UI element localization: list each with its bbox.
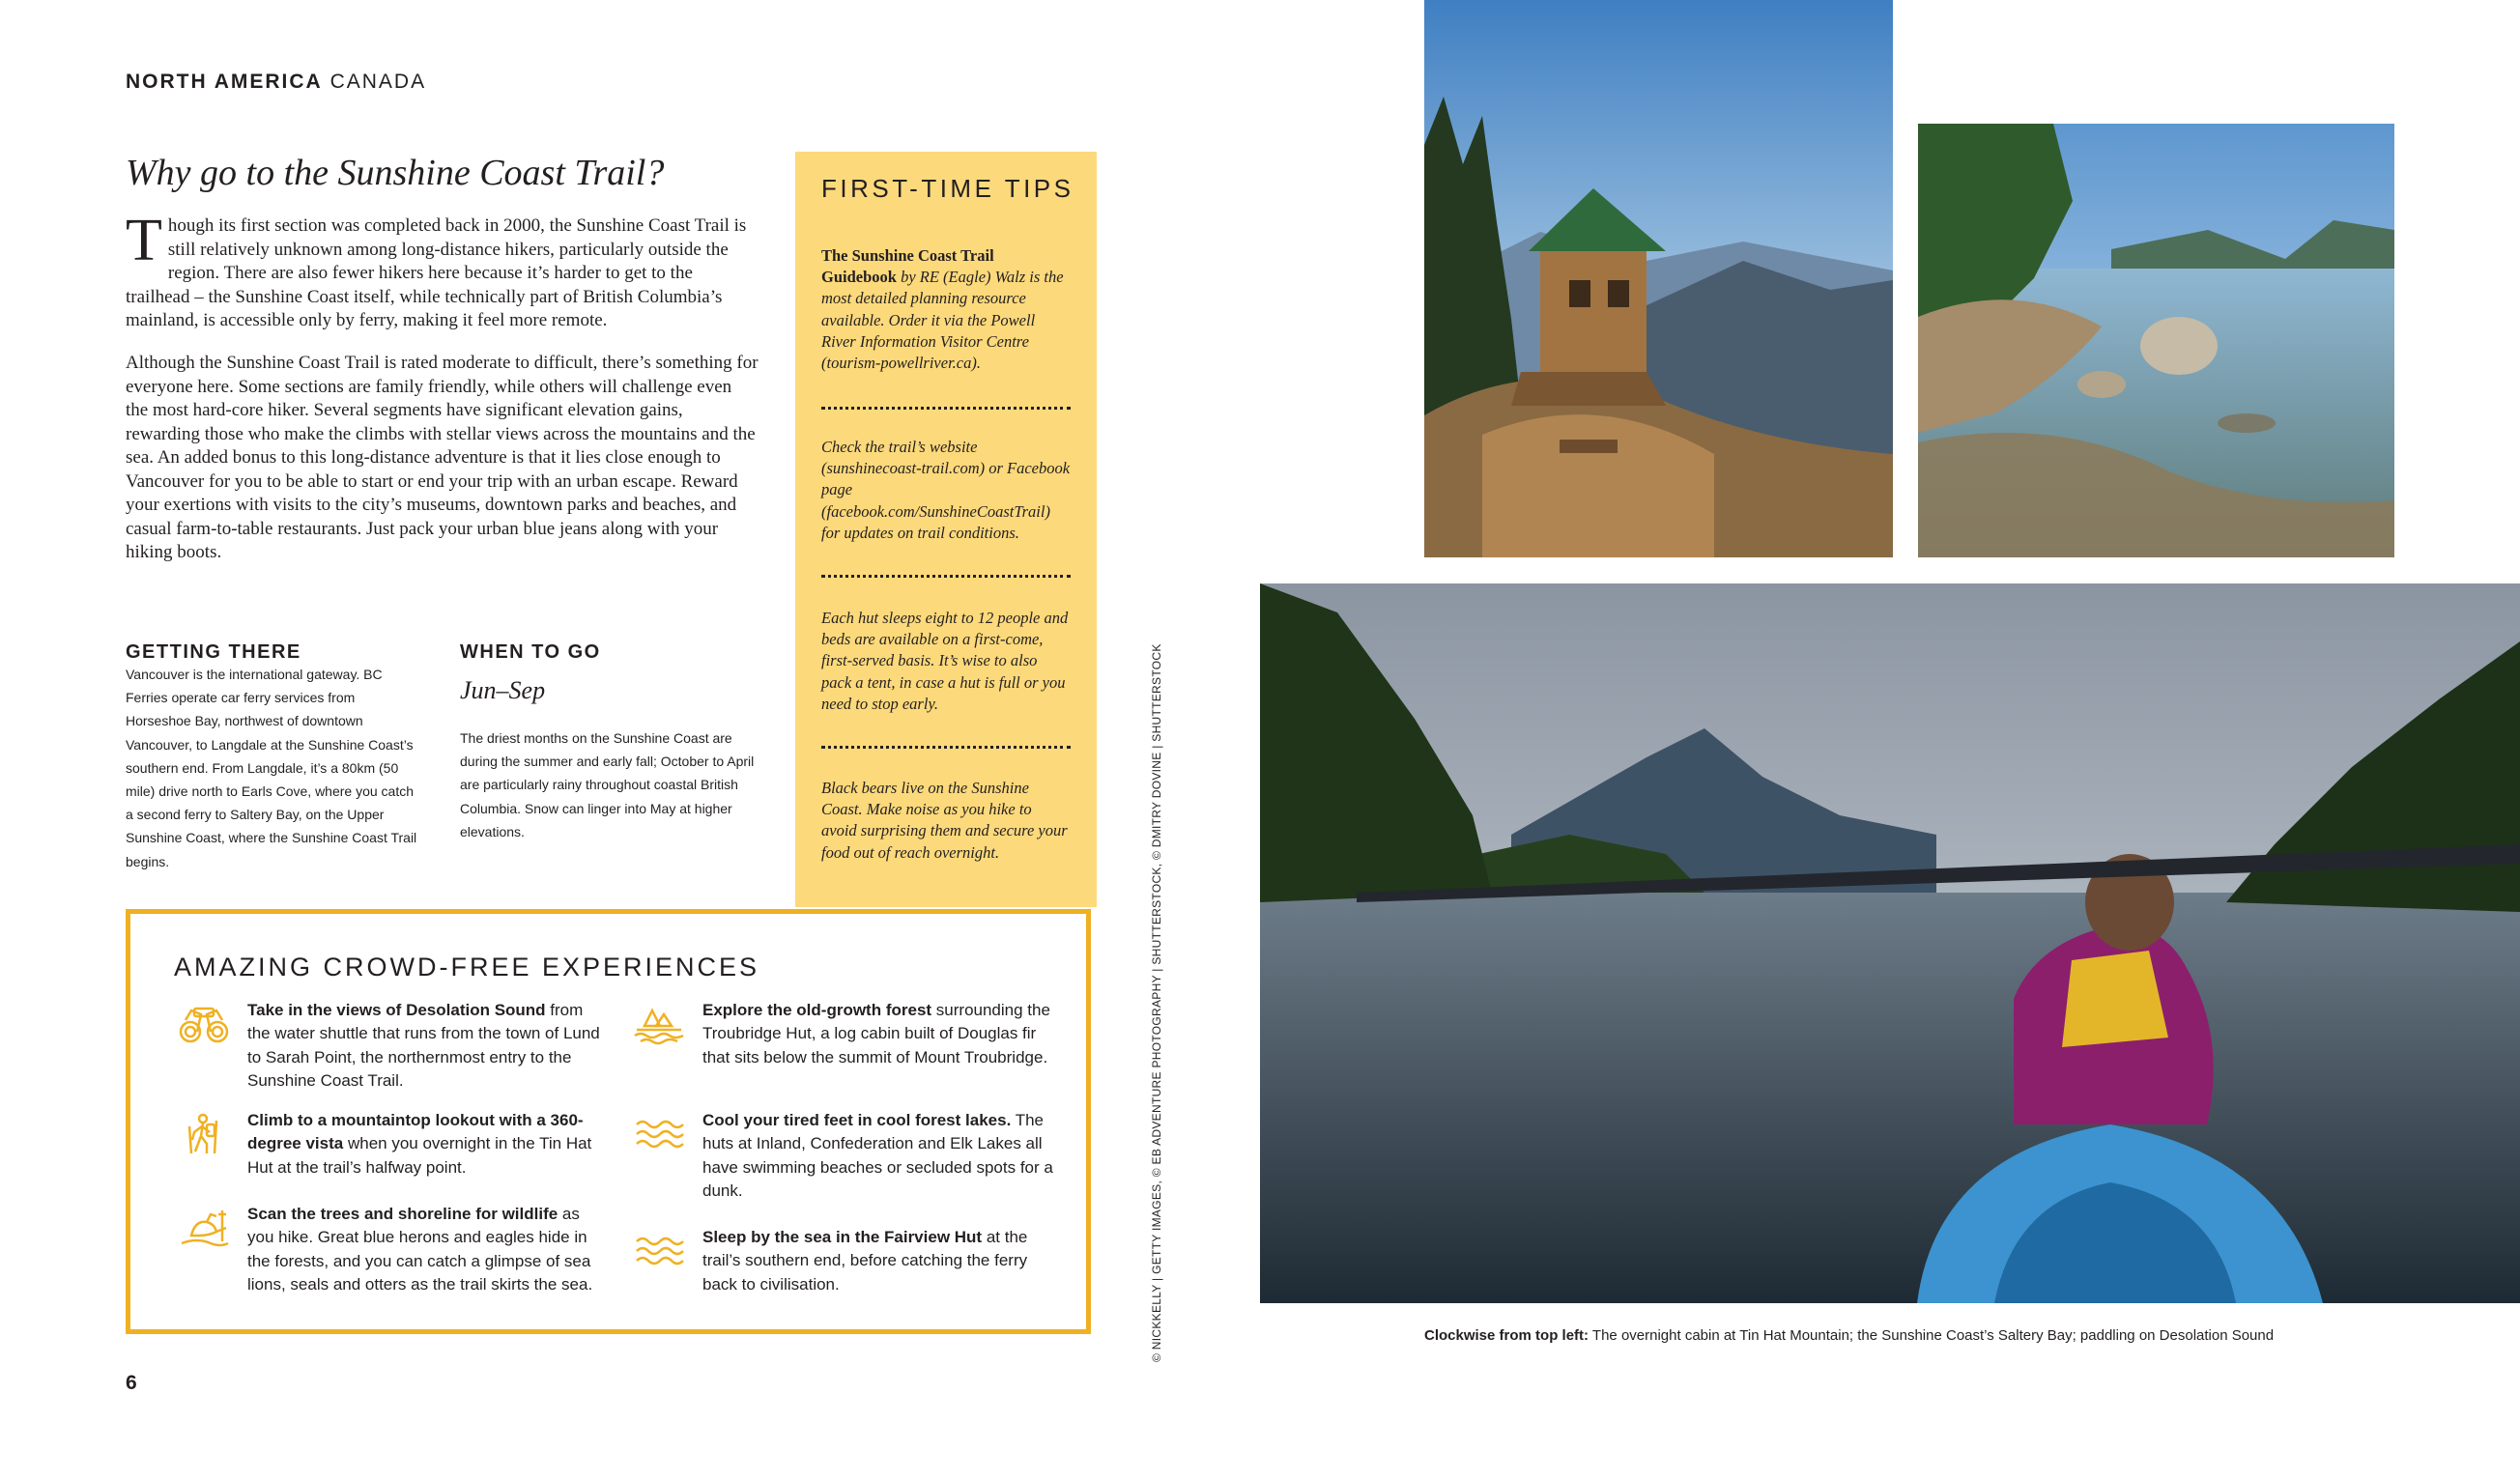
tip-divider (821, 746, 1071, 749)
photo-credit: © NICKKELLY | GETTY IMAGES, © EB ADVENTURE PHOTOGRAPHY | SHUTTERSTOCK, © DMITRY DOVINE | SHUTTERSTOCK (1150, 643, 1163, 1362)
tip-guidebook-text: by RE (Eagle) Walz is the most detailed planning resource available. Order it via the Powell River Information Visitor Centre (tourism-powellriver.ca). (821, 268, 1064, 373)
kayak-photo (1260, 583, 2520, 1303)
hiker-icon (178, 1113, 230, 1155)
intro-paragraph-1-text: hough its first section was completed back in 2000, the Sunshine Coast Trail is still relatively unknown among long-distance hikers, particularly outside the region. There are also fewer hikers here because it’s harder to get to the trailhead – the Sunshine Coast itself, while technically part of British Columbia’s mainland, is accessible only by ferry, making it feel more remote. (126, 215, 747, 330)
running-head-region: NORTH AMERICA (126, 71, 323, 93)
when-to-go-heading: WHEN TO GO (460, 641, 601, 663)
tip-guidebook-title: The Sunshine Coast Trail Guidebook (821, 246, 994, 287)
experience-detail: at the trail’s southern end, before catching the ferry back to civilisation. (702, 1228, 1028, 1294)
experience-detail: when you overnight in the Tin Hat Hut at the trail’s halfway point. (247, 1134, 592, 1177)
experience-detail: as you hike. Great blue herons and eagles hide in the forests, and you can catch a glimpse of sea lions, seals and otters as the trail skirts the sea. (247, 1205, 593, 1294)
first-time-tips-box (795, 152, 1097, 907)
experiences-title: AMAZING CROWD-FREE EXPERIENCES (174, 953, 760, 981)
sea-waves-icon (633, 1230, 685, 1272)
running-head-country: CANADA (329, 71, 427, 93)
experience-lead: Sleep by the sea in the Fairview Hut (702, 1228, 983, 1246)
tip-huts: Each hut sleeps eight to 12 people and beds are available on a first-come, first-served basis. It’s wise to also pack a tent, in case a hut is full or you need to stop early. (821, 609, 1069, 713)
experience-detail: from the water shuttle that runs from the town of Lund to Sarah Point, the northernmost entry to the Sunshine Coast Trail. (247, 1001, 600, 1090)
tip-website: Check the trail’s website (sunshinecoast-trail.com) or Facebook page (facebook.com/SunshineCoastTrail) for updates on trail conditions. (821, 438, 1071, 542)
experience-lead: Scan the trees and shoreline for wildlife (247, 1205, 558, 1223)
experience-item (702, 1109, 1060, 1203)
binoculars-icon (178, 1003, 230, 1045)
experience-item (247, 1203, 605, 1296)
bird-icon (178, 1207, 230, 1249)
tip-bears: Black bears live on the Sunshine Coast. Make noise as you hike to avoid surprising them and secure your food out of reach overnight. (821, 779, 1068, 862)
drop-cap: T (126, 208, 162, 273)
article-title: Why go to the Sunshine Coast Trail? (126, 153, 665, 193)
experience-lead: Cool your tired feet in cool forest lakes. (702, 1111, 1012, 1129)
experience-item (247, 999, 605, 1093)
saltery-bay-photo (1918, 124, 2394, 557)
when-to-go-text: The driest months on the Sunshine Coast are during the summer and early fall; October to April are particularly rainy throughout coastal British Columbia. Snow can linger into May at higher elevations. (460, 730, 755, 839)
experience-item (702, 999, 1060, 1069)
getting-there-text: Vancouver is the international gateway. BC Ferries operate car ferry services from Horseshoe Bay, northwest of downtown Vancouver, to Langdale at the Sunshine Coast’s southern end. From Langdale, it’s a 80km (50 mile) drive north to Earls Cove, where you catch a second ferry to Saltery Bay, on the Upper Sunshine Coast, where the Sunshine Coast Trail begins. (126, 667, 417, 869)
caption-text: The overnight cabin at Tin Hat Mountain; the Sunshine Coast’s Saltery Bay; paddling on Desolation Sound (1589, 1327, 2275, 1344)
intro-paragraph-1 (126, 208, 759, 333)
experience-lead: Explore the old-growth forest (702, 1001, 932, 1019)
experience-text (247, 999, 605, 1093)
experience-item (702, 1226, 1060, 1296)
tip-divider (821, 407, 1071, 410)
when-to-go-months: Jun–Sep (460, 676, 546, 704)
crowd-free-experiences-box (126, 909, 1091, 1334)
photo-caption (1424, 1327, 2274, 1344)
experience-text (702, 1109, 1060, 1203)
experience-detail: surrounding the Troubridge Hut, a log cabin built of Douglas fir that sits below the summit of Mount Troubridge. (702, 1001, 1050, 1067)
waves-icon (633, 1113, 685, 1155)
page-number: 6 (126, 1372, 137, 1394)
tip-guidebook (821, 245, 1071, 374)
intro-paragraph-2: Although the Sunshine Coast Trail is rated moderate to difficult, there’s something for everyone here. Some sections are family friendly, while others will challenge even the most hard-core hiker. Several segments have significant elevation gains, rewarding those who make the climbs with stellar views across the mountains and the sea. An added bonus to this long-distance adventure is that it lies close enough to Vancouver for you to be able to start or end your trip with an urban escape. Reward your exertions with visits to the city’s museums, downtown parks and beaches, and casual farm-to-table restaurants. Just pack your urban blue jeans along with your hiking boots. (126, 353, 759, 562)
experience-text (247, 1203, 605, 1296)
experience-lead: Take in the views of Desolation Sound (247, 1001, 546, 1019)
experience-text (702, 999, 1060, 1069)
tip-divider (821, 575, 1071, 578)
experience-item (247, 1109, 605, 1180)
experience-lead: Climb to a mountaintop lookout with a 360-degree vista (247, 1111, 584, 1153)
running-head (126, 71, 426, 94)
experience-text (702, 1226, 1060, 1296)
experience-text (247, 1109, 605, 1180)
caption-lead: Clockwise from top left: (1424, 1327, 1589, 1344)
cabin-photo (1424, 0, 1893, 557)
experience-detail: The huts at Inland, Confederation and Elk Lakes all have swimming beaches or secluded spots for a dunk. (702, 1111, 1053, 1200)
tips-title: FIRST-TIME TIPS (821, 174, 1074, 203)
getting-there-heading: GETTING THERE (126, 641, 301, 663)
forest-island-icon (633, 1003, 685, 1045)
